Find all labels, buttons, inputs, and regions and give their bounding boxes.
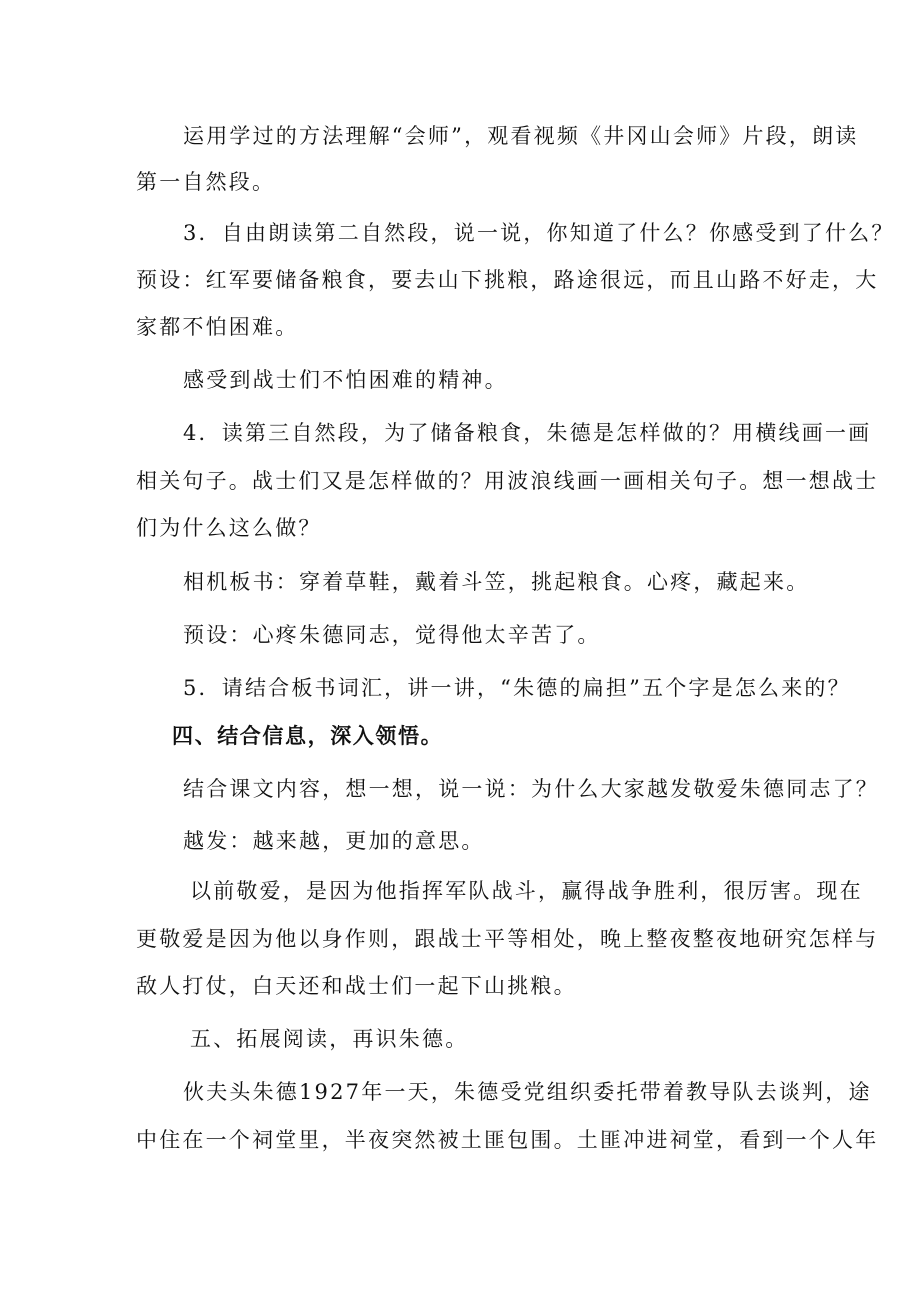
text-line: 结合课文内容，想一想，说一说：为什么大家越发敬爱朱德同志了？ bbox=[183, 777, 879, 801]
text-line: 伙夫头朱德1927年一天，朱德受党组织委托带着教导队去谈判，途 bbox=[183, 1080, 872, 1104]
text-line: 敌人打仗，白天还和战士们一起下山挑粮。 bbox=[136, 974, 577, 998]
text-line: 中住在一个祠堂里，半夜突然被土匪包围。土匪冲进祠堂，看到一个人年 bbox=[136, 1128, 879, 1152]
text-line: 以前敬爱，是因为他指挥军队战斗，赢得战争胜利，很厉害。现在 bbox=[190, 879, 863, 903]
text-line: 家都不怕困难。 bbox=[136, 315, 299, 339]
text-line: 3．自由朗读第二自然段，说一说，你知道了什么？你感受到了什么？ bbox=[183, 221, 895, 245]
text-line: 运用学过的方法理解“会师”，观看视频《井冈山会师》片段，朗读 bbox=[183, 124, 859, 148]
text-line: 相关句子。战士们又是怎样做的？用波浪线画一画相关句子。想一想战士 bbox=[136, 469, 879, 493]
text-line: 感受到战士们不怕困难的精神。 bbox=[183, 368, 508, 392]
text-line: 越发：越来越，更加的意思。 bbox=[183, 829, 485, 853]
text-line: 第一自然段。 bbox=[136, 170, 276, 194]
text-line: 们为什么这么做？ bbox=[136, 516, 322, 540]
section-heading: 五、拓展阅读，再识朱德。 bbox=[190, 1027, 469, 1051]
text-line: 相机板书：穿着草鞋，戴着斗笠，挑起粮食。心疼，藏起来。 bbox=[183, 570, 810, 594]
section-heading: 四、结合信息，深入领悟。 bbox=[172, 724, 444, 748]
text-line: 预设：心疼朱德同志，觉得他太辛苦了。 bbox=[183, 623, 601, 647]
text-line: 更敬爱是因为他以身作则，跟战士平等相处，晚上整夜整夜地研究怎样与 bbox=[136, 927, 879, 951]
text-line: 预设：红军要储备粮食，要去山下挑粮，路途很远，而且山路不好走，大 bbox=[136, 268, 879, 292]
text-line: 5．请结合板书词汇，讲一讲，“朱德的扁担”五个字是怎么来的？ bbox=[183, 676, 851, 700]
text-line: 4．读第三自然段，为了储备粮食，朱德是怎样做的？用横线画一画 bbox=[183, 421, 872, 445]
